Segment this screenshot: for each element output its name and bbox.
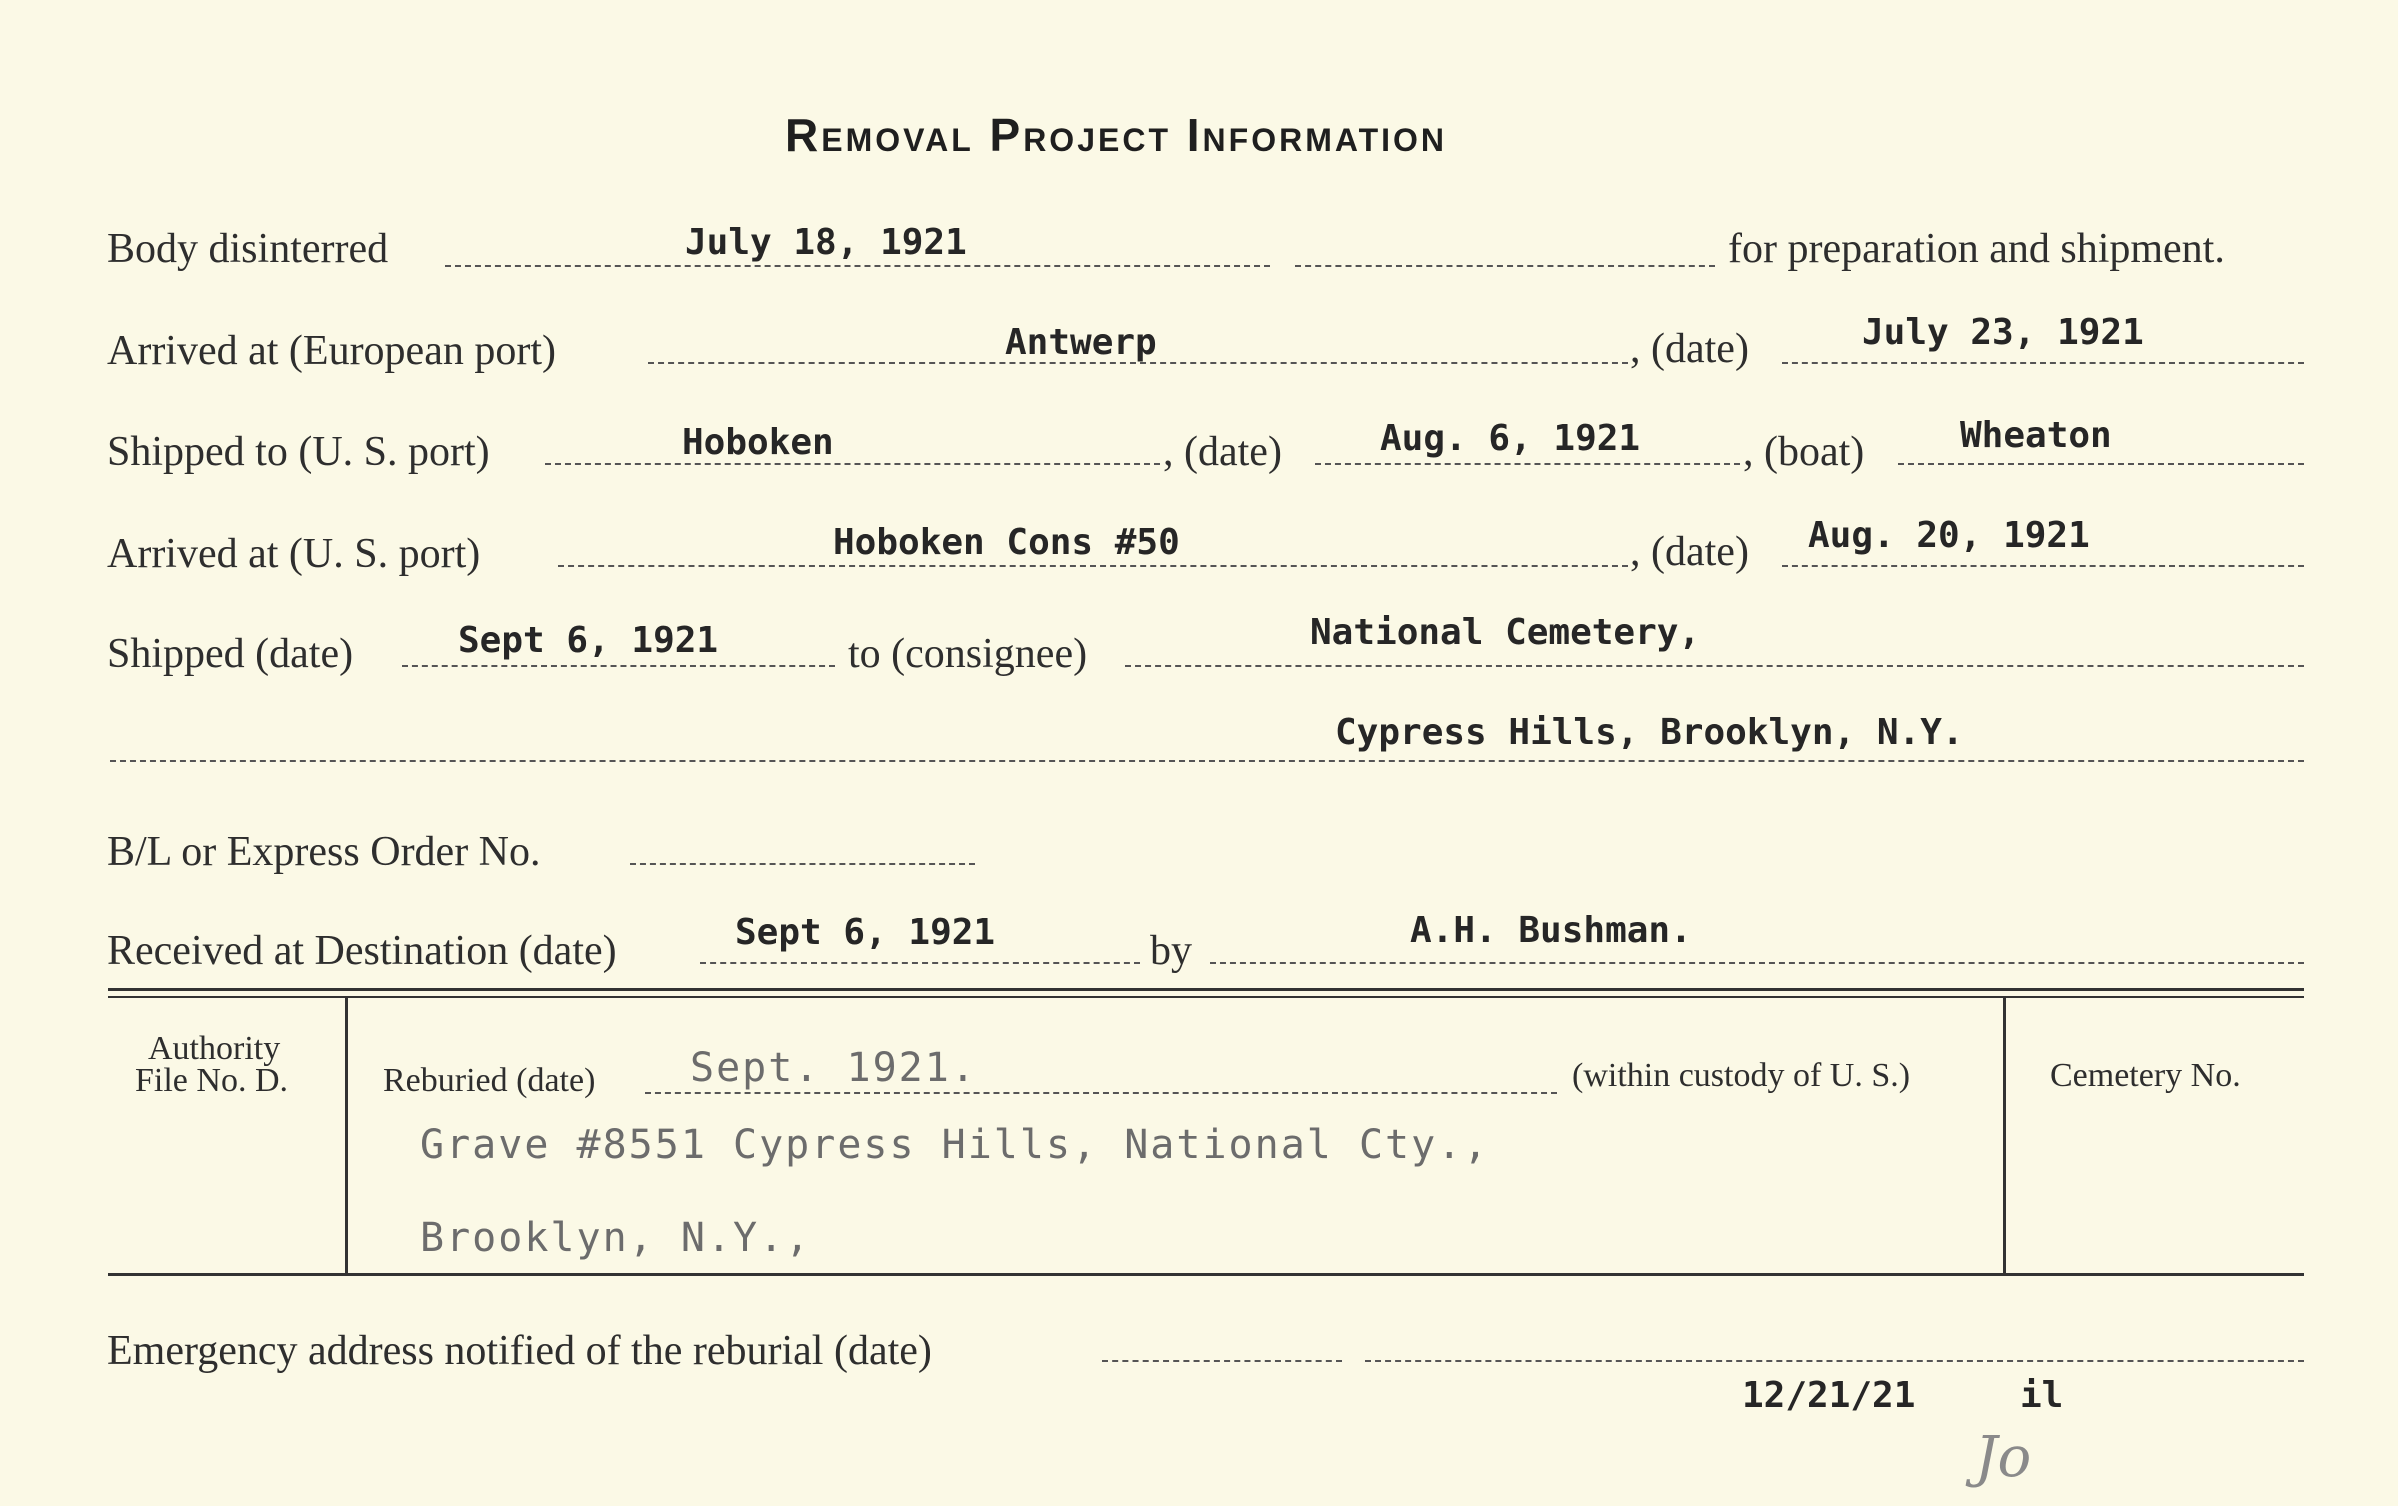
bl-label: B/L or Express Order No. — [107, 829, 541, 875]
consignee-label: to (consignee) — [848, 631, 1088, 677]
received-label: Received at Destination (date) — [107, 928, 617, 974]
arrived-eu-date-line — [1782, 362, 2304, 364]
arrived-eu-date-value: July 23, 1921 — [1862, 312, 2144, 353]
received-value: Sept 6, 1921 — [735, 912, 996, 953]
box-divider-left — [345, 998, 348, 1274]
arrived-us-line — [558, 565, 1628, 567]
by-value: A.H. Bushman. — [1410, 910, 1692, 951]
emergency-line-2 — [1365, 1360, 2304, 1362]
shipped-us-label: Shipped to (U. S. port) — [107, 429, 490, 475]
by-label: by — [1150, 928, 1192, 974]
handwritten-mark: Jo — [1975, 1425, 2032, 1490]
reburied-label: Reburied (date) — [383, 1062, 596, 1099]
by-line — [1210, 962, 2304, 964]
boat-value: Wheaton — [1960, 415, 2112, 456]
grave-line2: Brooklyn, N.Y., — [420, 1215, 812, 1261]
arrived-eu-date-label: , (date) — [1630, 326, 1749, 372]
shipped-date-value: Sept 6, 1921 — [458, 620, 719, 661]
body-disinterred-line-2 — [1295, 265, 1715, 267]
shipped-us-date-line — [1315, 463, 1740, 465]
consignee-line1: National Cemetery, — [1310, 612, 1701, 653]
emergency-label: Emergency address notified of the reburial (date) — [107, 1328, 932, 1374]
box-top-rule-2 — [108, 996, 2304, 998]
arrived-us-label: Arrived at (U. S. port) — [107, 531, 481, 577]
consignee-line — [1125, 665, 2304, 667]
arrived-us-date-line — [1782, 565, 2304, 567]
emergency-line — [1102, 1360, 1342, 1362]
arrived-us-date-label: , (date) — [1630, 529, 1749, 575]
footer-initials: il — [2020, 1375, 2064, 1416]
box-bottom-rule — [108, 1273, 2304, 1276]
shipped-us-date-value: Aug. 6, 1921 — [1380, 418, 1641, 459]
body-disinterred-suffix: for preparation and shipment. — [1728, 226, 2225, 272]
boat-label: , (boat) — [1743, 429, 1865, 475]
box-top-rule — [108, 988, 2304, 991]
authority-label-2: File No. D. — [135, 1062, 288, 1099]
arrived-eu-value: Antwerp — [1005, 322, 1157, 363]
arrived-us-value: Hoboken Cons #50 — [833, 522, 1180, 563]
consignee-line2: Cypress Hills, Brooklyn, N.Y. — [1335, 712, 1964, 753]
received-line — [700, 962, 1140, 964]
boat-line — [1898, 463, 2304, 465]
shipped-us-value: Hoboken — [682, 422, 834, 463]
shipped-us-date-label: , (date) — [1163, 429, 1282, 475]
arrived-eu-label: Arrived at (European port) — [107, 328, 556, 374]
form-title: Removal Project Information — [785, 109, 1448, 161]
reburied-value: Sept. 1921. — [690, 1045, 977, 1091]
shipped-date-line — [402, 665, 835, 667]
bl-line — [630, 863, 975, 865]
body-disinterred-line — [445, 265, 1270, 267]
shipped-date-label: Shipped (date) — [107, 631, 354, 677]
authority-label-1: Authority — [148, 1030, 281, 1067]
consignee-line-2 — [110, 760, 2304, 762]
body-disinterred-label: Body disinterred — [107, 226, 389, 272]
arrived-us-date-value: Aug. 20, 1921 — [1808, 515, 2090, 556]
cemetery-no-label: Cemetery No. — [2050, 1057, 2241, 1094]
footer-date: 12/21/21 — [1742, 1375, 1916, 1416]
custody-label: (within custody of U. S.) — [1572, 1057, 1911, 1094]
body-disinterred-value: July 18, 1921 — [685, 222, 967, 263]
shipped-us-line — [545, 463, 1160, 465]
grave-line1: Grave #8551 Cypress Hills, National Cty., — [420, 1122, 1490, 1168]
box-divider-right — [2003, 998, 2006, 1274]
reburied-line — [645, 1092, 1557, 1094]
